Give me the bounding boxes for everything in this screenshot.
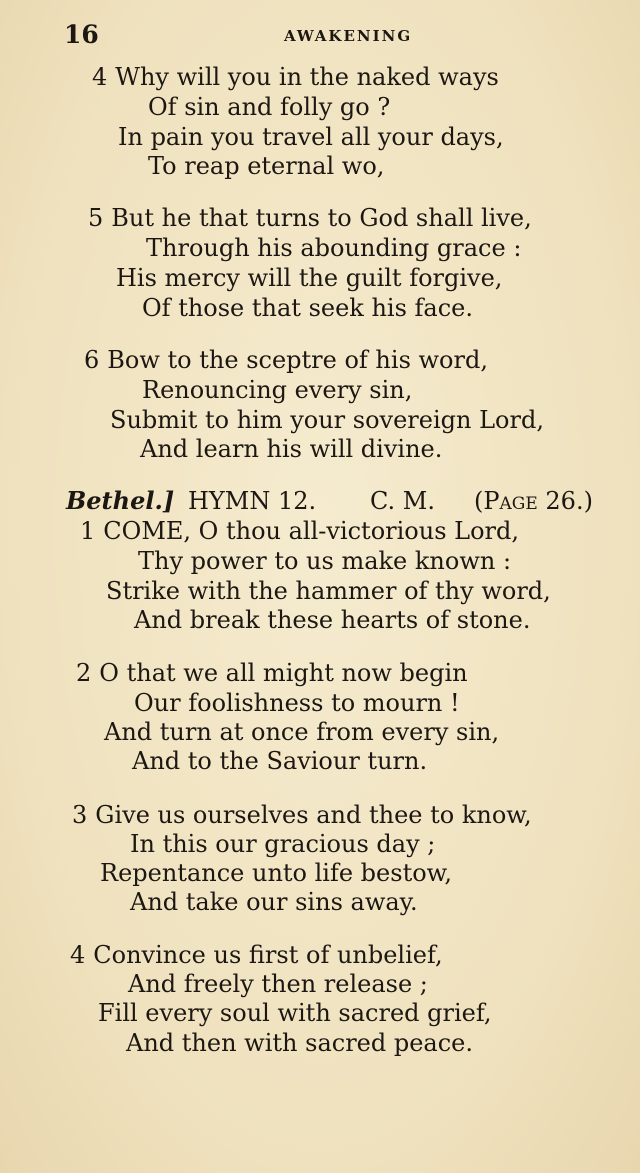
verse-line-first	[84, 345, 488, 375]
verse-line: And freely then release ;	[128, 970, 428, 998]
verse-line: Repentance unto life bestow,	[100, 859, 452, 887]
verse-line-first	[80, 516, 519, 546]
verse-line: And break these hearts of stone.	[134, 606, 531, 634]
page-reference: (Page 26.)	[474, 487, 593, 515]
verse-text: But he that turns to God shall live,	[111, 204, 532, 232]
stanza-number: 3	[72, 801, 88, 829]
stanza-number: 4	[92, 63, 108, 91]
stanza-number: 1	[80, 517, 96, 545]
verse-line: And then with sacred peace.	[126, 1029, 474, 1057]
verse-line: In this our gracious day ;	[130, 830, 436, 858]
verse-line: Our foolishness to mourn !	[134, 689, 460, 717]
verse-line-first	[70, 940, 443, 970]
verse-text: O that we all might now begin	[99, 659, 468, 687]
hymn-title: HYMN 12.	[188, 487, 317, 515]
verse-line-first	[88, 203, 532, 233]
verse-line: Thy power to us make known :	[138, 547, 512, 575]
stanza-number: 6	[84, 346, 100, 374]
verse-line: Fill every soul with sacred grief,	[98, 999, 492, 1027]
verse-line-first	[72, 800, 532, 830]
page-number: 16	[64, 20, 99, 49]
page-header	[64, 18, 584, 52]
hymn-header	[66, 484, 616, 518]
verse-line: Of those that seek his face.	[142, 294, 474, 322]
verse-line: Strike with the hammer of thy word,	[106, 577, 551, 605]
verse-line: Through his abounding grace :	[146, 234, 522, 262]
verse-line: Submit to him your sovereign Lord,	[110, 406, 544, 434]
verse-text: Bow to the sceptre of his word,	[107, 346, 488, 374]
verse-line: And take our sins away.	[130, 888, 418, 916]
tune-name: Bethel.]	[66, 486, 175, 515]
verse-line-first	[76, 658, 468, 688]
stanza-number: 4	[70, 941, 86, 969]
verse-text: COME, O thou all-victorious Lord,	[103, 517, 520, 545]
verse-line: His mercy will the guilt forgive,	[116, 264, 503, 292]
verse-line: And learn his will divine.	[140, 435, 443, 463]
verse-line: In pain you travel all your days,	[118, 123, 504, 151]
verse-line: And turn at once from every sin,	[104, 718, 500, 746]
verse-line: To reap eternal wo,	[148, 152, 385, 180]
verse-text: Convince us first of unbelief,	[93, 941, 443, 969]
verse-line: And to the Saviour turn.	[132, 747, 428, 775]
stanza-number: 5	[88, 204, 104, 232]
verse-line-first	[92, 62, 499, 92]
stanza-number: 2	[76, 659, 92, 687]
verse-text: Give us ourselves and thee to know,	[95, 801, 532, 829]
hymn-meter: C. M.	[370, 487, 435, 515]
verse-line: Of sin and folly go ?	[148, 93, 391, 121]
verse-text: Why will you in the naked ways	[115, 63, 499, 91]
running-head: AWAKENING	[284, 27, 413, 45]
verse-line: Renouncing every sin,	[142, 376, 413, 404]
